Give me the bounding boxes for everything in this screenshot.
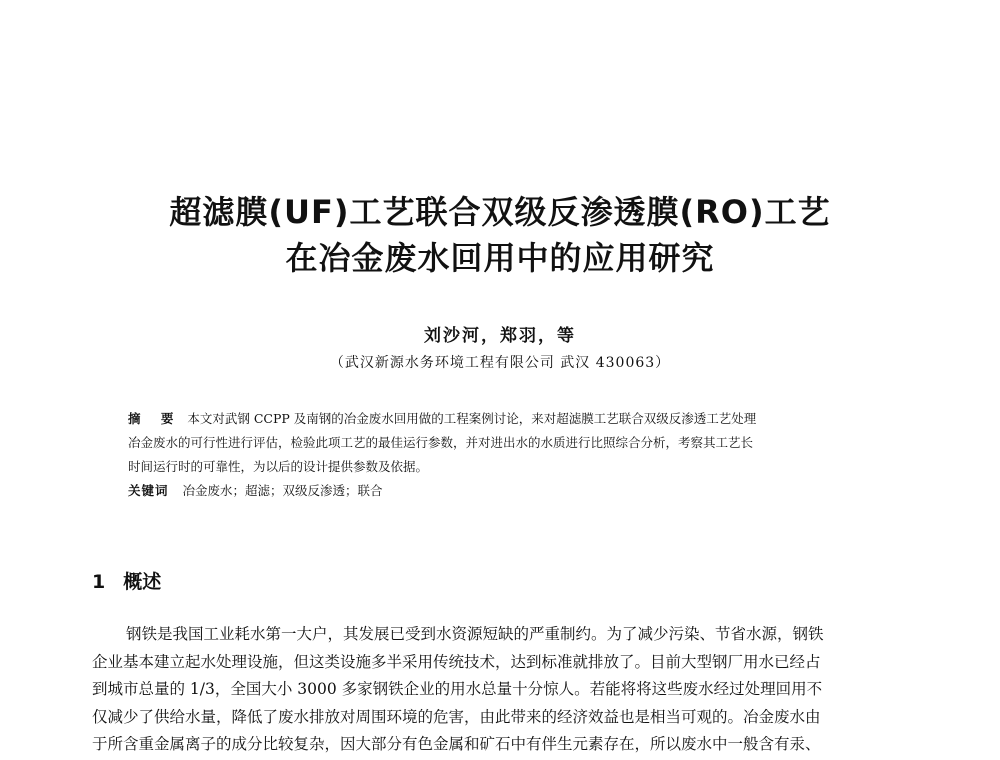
keywords-label: 关键词 bbox=[128, 483, 169, 498]
body-line-5: 于所含重金属离子的成分比较复杂，因大部分有色金属和矿石中有伴生元素存在，所以废水中一般含有汞、 bbox=[92, 735, 821, 753]
section-title: 概述 bbox=[123, 571, 162, 593]
body-line-2: 企业基本建立起水处理设施，但这类设施多半采用传统技术，达到标准就排放了。目前大型钢厂用水已经占 bbox=[92, 652, 821, 671]
affiliation: （武汉新源水务环境工程有限公司 武汉 430063） bbox=[329, 355, 671, 371]
abstract-line-2: 冶金废水的可行性进行评估，检验此项工艺的最佳运行参数，并对进出水的水质进行比照综合分析，考察其工艺长 bbox=[128, 435, 754, 450]
author-list: 刘沙河，郑羽，等 bbox=[424, 326, 576, 346]
body-line-4: 仅减少了供给水量，降低了废水排放对周围环境的危害，由此带来的经济效益也是相当可观的。冶金废水由 bbox=[92, 707, 821, 726]
abstract-line-3: 时间运行时的可靠性，为以后的设计提供参数及依据。 bbox=[128, 459, 429, 474]
section-heading bbox=[92, 567, 161, 594]
keywords-line bbox=[128, 479, 876, 503]
abstract-text: 本文对武钢 CCPP 及南钢的冶金废水回用做的工程案例讨论，来对超滤膜工艺联合双级反渗透工艺处理 bbox=[187, 411, 757, 426]
keywords-text: 冶金废水；超滤；双级反渗透；联合 bbox=[182, 483, 383, 498]
abstract-label: 摘 要 bbox=[128, 411, 182, 426]
body-line-1: 钢铁是我国工业耗水第一大户，其发展已受到水资源短缺的严重制约。为了减少污染、节省水源，钢铁 bbox=[126, 625, 824, 643]
section-number: 1 bbox=[92, 571, 106, 593]
abstract-block bbox=[128, 407, 876, 503]
paper-title-line-2: 在冶金废水回用中的应用研究 bbox=[285, 239, 715, 277]
abstract-line-1 bbox=[128, 407, 876, 431]
section-body bbox=[92, 621, 910, 759]
body-line-3: 到城市总量的 1/3，全国大小 3000 多家钢铁企业的用水总量十分惊人。若能将将这些废水经过处理回用不 bbox=[92, 680, 823, 698]
paper-title-line-1: 超滤膜(UF)工艺联合双级反渗透膜(RO)工艺 bbox=[169, 193, 831, 231]
